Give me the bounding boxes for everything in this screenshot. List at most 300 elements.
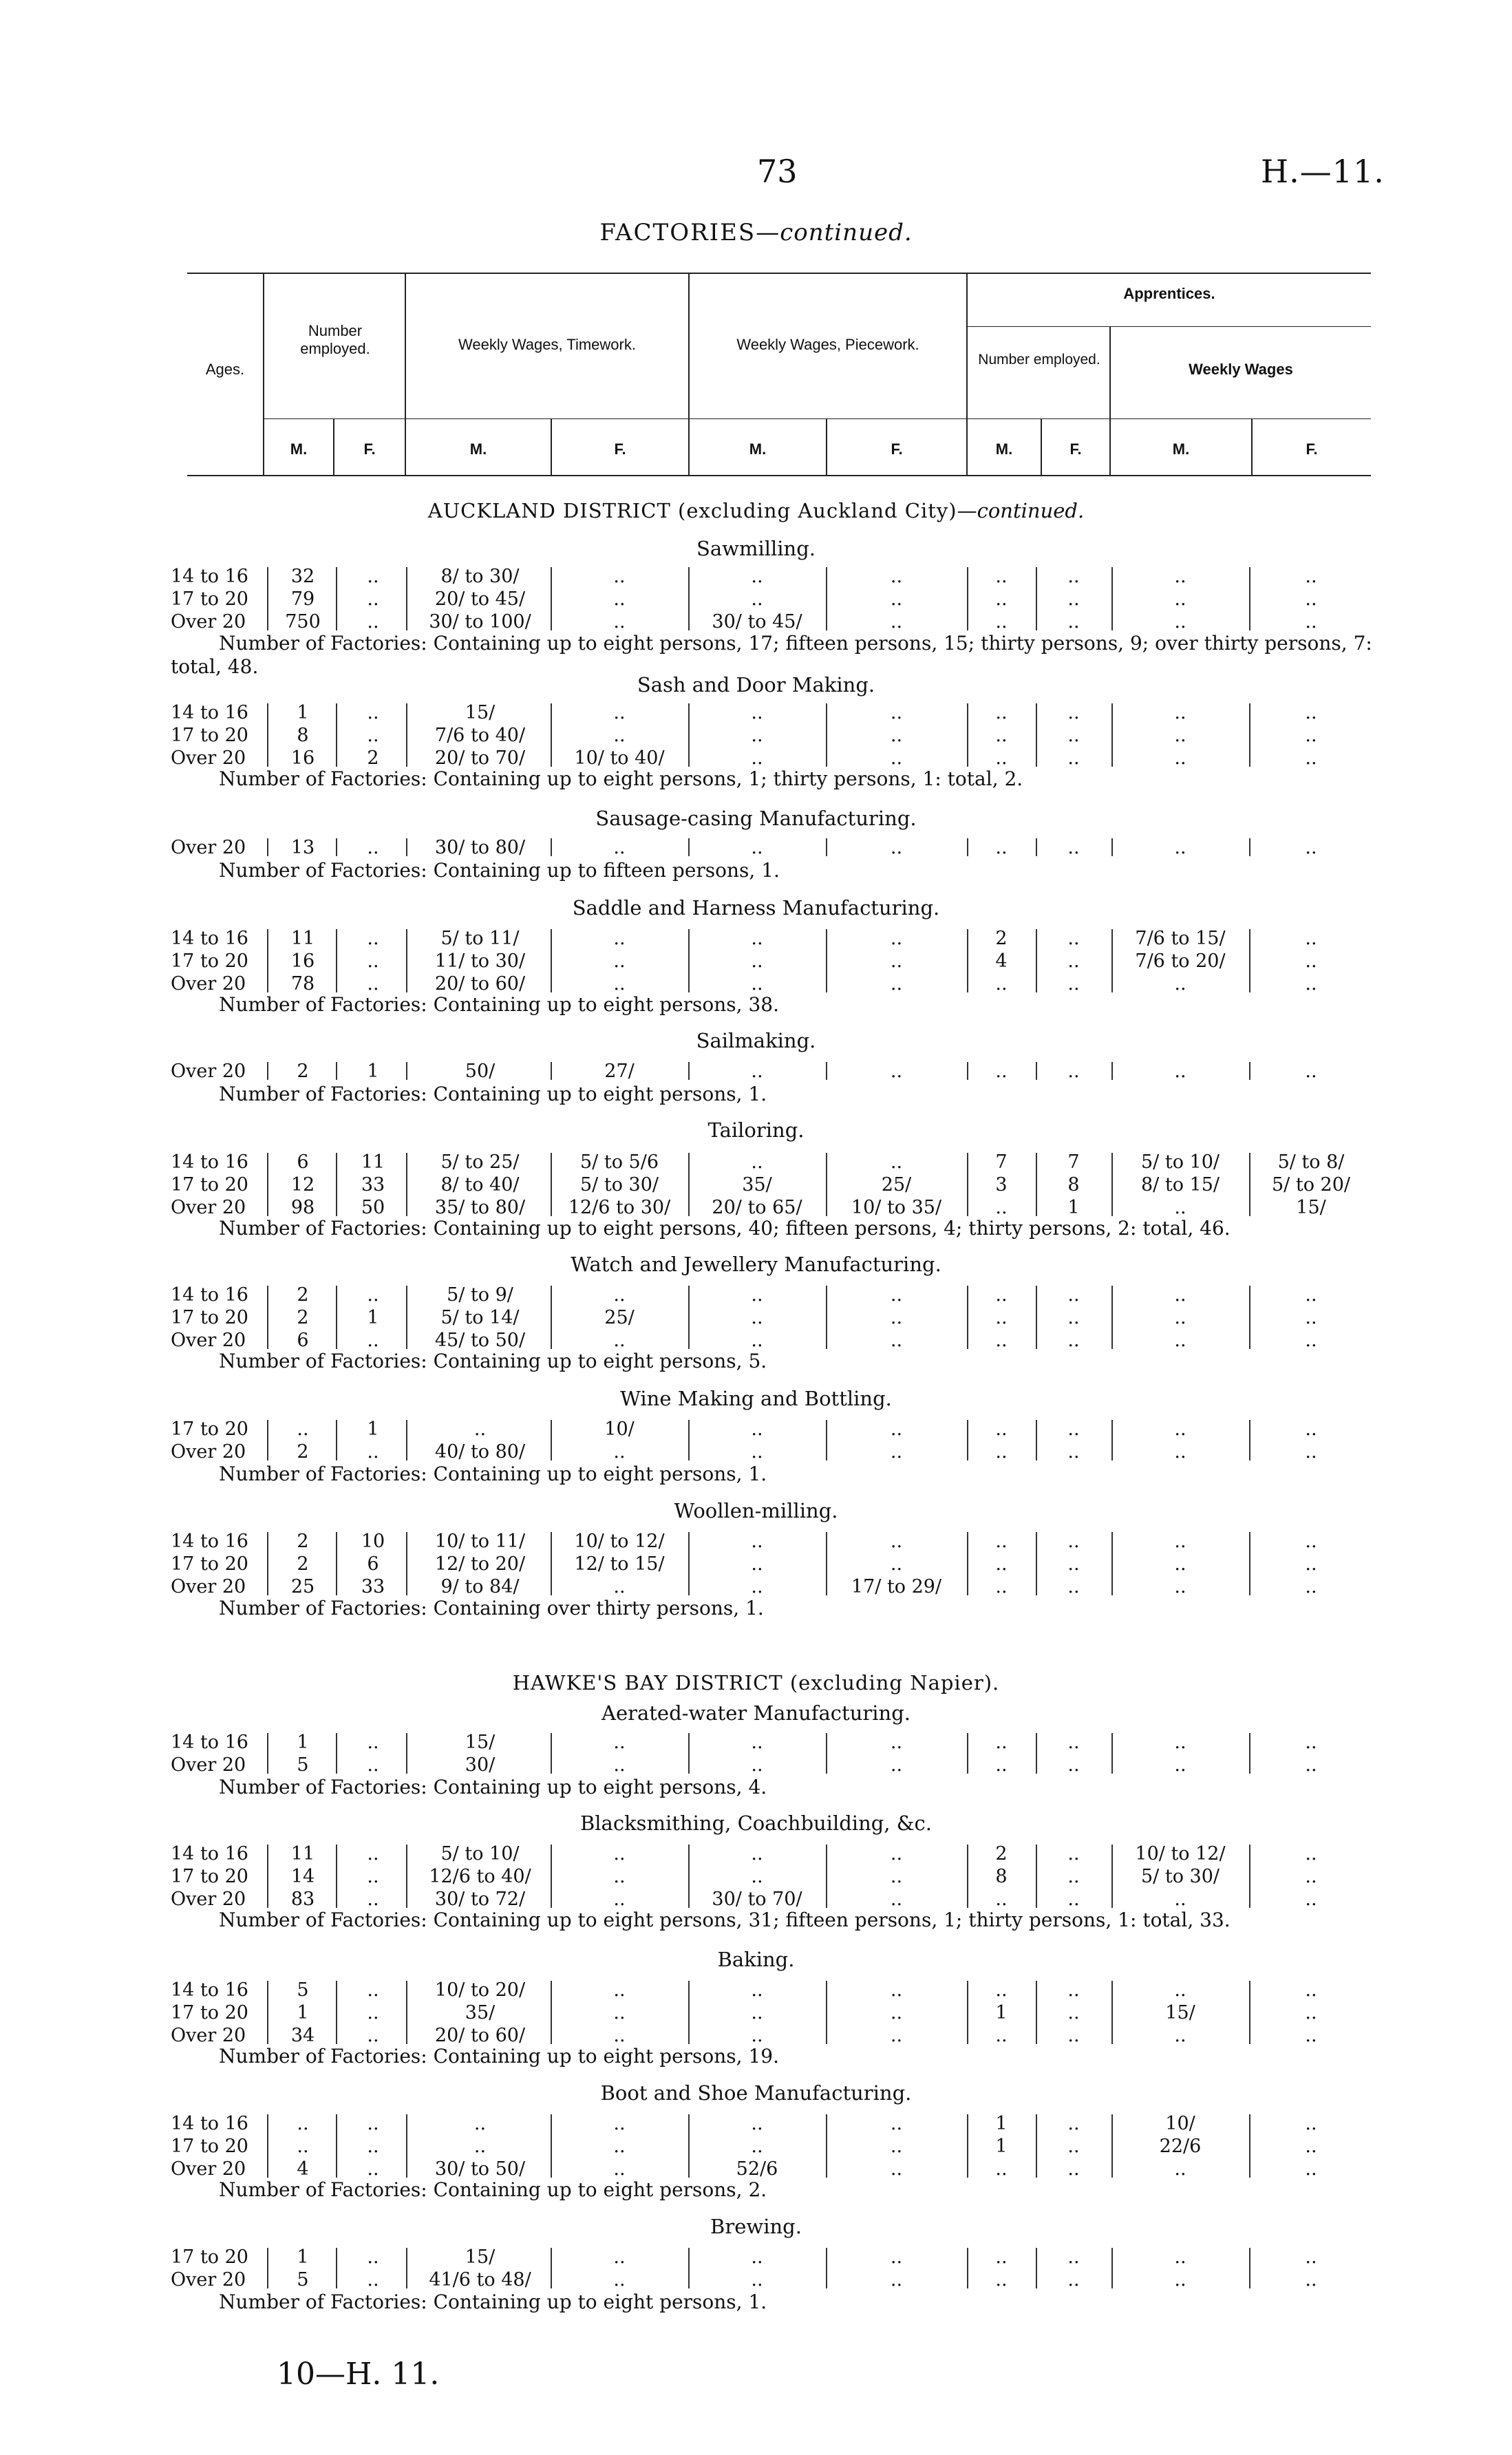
cell-timework-m: 11/ to 30/ xyxy=(434,950,526,972)
cell-apprentice-number-m: .. xyxy=(995,1418,1008,1440)
cell-number-employed-m: 34 xyxy=(290,2025,315,2046)
cell-age: Over 20 xyxy=(171,837,246,858)
cell-piecework-f: .. xyxy=(890,1330,903,1351)
cell-age: Over 20 xyxy=(171,611,246,633)
cell-piecework-f: .. xyxy=(890,747,903,769)
table-row xyxy=(0,1174,1512,1197)
factories-note-text: Number of Factories: Containing up to eight persons, 5. xyxy=(219,1350,767,1372)
table-row xyxy=(0,1061,1512,1083)
cell-piecework-f: .. xyxy=(890,1553,903,1575)
table-row xyxy=(0,588,1512,611)
cell-apprentice-number-f: .. xyxy=(1067,611,1080,633)
cell-number-employed-f: 6 xyxy=(367,1553,379,1575)
cell-piecework-f: 25/ xyxy=(881,1174,912,1195)
cell-timework-m: 40/ to 80/ xyxy=(434,1441,526,1463)
cell-apprentice-number-m: 1 xyxy=(995,2113,1008,2134)
cell-apprentice-wages-f: .. xyxy=(1305,1754,1317,1776)
cell-number-employed-m: 2 xyxy=(297,1307,309,1328)
table-row xyxy=(0,1576,1512,1599)
cell-timework-m: 45/ to 50/ xyxy=(434,1330,526,1351)
cell-apprentice-number-m: .. xyxy=(995,1889,1008,1910)
cell-number-employed-m: 1 xyxy=(297,1732,309,1753)
cell-timework-m: .. xyxy=(473,1418,487,1440)
header-f: F. xyxy=(1069,440,1082,458)
cell-timework-m: 30/ to 80/ xyxy=(434,837,526,858)
cell-number-employed-f: 1 xyxy=(367,1307,379,1328)
table-row xyxy=(0,928,1512,950)
industry-heading: Baking. xyxy=(717,1948,795,1971)
cell-timework-f: 10/ to 12/ xyxy=(574,1531,665,1552)
cell-apprentice-wages-f: .. xyxy=(1305,588,1317,610)
table-row xyxy=(0,1754,1512,1777)
cell-piecework-m: .. xyxy=(751,1576,763,1597)
industry-heading: Sailmaking. xyxy=(696,1029,816,1052)
cell-piecework-m: .. xyxy=(751,566,763,587)
cell-apprentice-number-f: .. xyxy=(1067,566,1080,587)
cell-number-employed-f: .. xyxy=(367,1330,379,1351)
cell-apprentice-wages-f: .. xyxy=(1305,2025,1317,2046)
cell-number-employed-m: 6 xyxy=(297,1330,309,1351)
cell-apprentice-number-f: .. xyxy=(1067,1576,1080,1597)
cell-age: 17 to 20 xyxy=(171,588,248,610)
cell-timework-f: .. xyxy=(613,725,626,746)
cell-number-employed-f: 2 xyxy=(367,747,379,769)
factories-note-text: Number of Factories: Containing up to eight persons, 1. xyxy=(219,2291,767,2313)
cell-number-employed-f: .. xyxy=(367,725,379,746)
table-row xyxy=(0,837,1512,860)
cell-apprentice-wages-m: 10/ xyxy=(1165,2113,1195,2134)
table-row xyxy=(0,611,1512,634)
cell-apprentice-wages-f: .. xyxy=(1305,2269,1317,2291)
cell-timework-f: .. xyxy=(613,2136,626,2157)
cell-age: Over 20 xyxy=(171,2025,246,2046)
factories-note-text: Number of Factories: Containing up to eight persons, 38. xyxy=(219,993,780,1016)
cell-apprentice-number-m: .. xyxy=(995,2246,1008,2268)
cell-apprentice-number-m: .. xyxy=(995,973,1008,995)
cell-number-employed-f: .. xyxy=(367,1866,379,1887)
industry-heading: Sawmilling. xyxy=(696,537,816,560)
cell-number-employed-m: 11 xyxy=(290,928,315,949)
factories-note-text: Number of Factories: Containing up to eight persons, 4. xyxy=(219,1776,767,1798)
cell-number-employed-m: 1 xyxy=(297,2002,309,2023)
industry-heading: Blacksmithing, Coachbuilding, &c. xyxy=(579,1811,933,1835)
cell-age: Over 20 xyxy=(171,1061,246,1082)
cell-apprentice-wages-f: .. xyxy=(1305,1307,1317,1328)
cell-number-employed-f: 50 xyxy=(361,1197,385,1218)
cell-number-employed-m: 16 xyxy=(290,747,315,769)
cell-timework-m: 35/ to 80/ xyxy=(434,1197,526,1218)
header-weekly-wages-piecework: Weekly Wages, Piecework. xyxy=(736,336,919,353)
header-appr-weekly-wages: Weekly Wages xyxy=(1189,361,1293,378)
cell-age: Over 20 xyxy=(171,2158,246,2180)
cell-apprentice-number-f: .. xyxy=(1067,1418,1080,1440)
cell-apprentice-wages-m: .. xyxy=(1174,1531,1186,1552)
cell-piecework-f: .. xyxy=(890,1889,903,1910)
cell-piecework-m: .. xyxy=(751,702,763,723)
cell-timework-m: 5/ to 11/ xyxy=(440,928,520,949)
cell-apprentice-number-f: .. xyxy=(1067,1061,1080,1082)
cell-apprentice-number-m: 7 xyxy=(995,1151,1008,1173)
factories-note xyxy=(171,1776,1382,1799)
cell-piecework-m: 30/ to 70/ xyxy=(712,1889,802,1910)
cell-piecework-f: .. xyxy=(890,837,903,858)
cell-age: Over 20 xyxy=(171,1754,246,1776)
cell-apprentice-wages-m: 7/6 to 20/ xyxy=(1135,950,1226,972)
district-name: AUCKLAND DISTRICT (excluding Auckland City) xyxy=(427,499,957,522)
cell-age: 17 to 20 xyxy=(171,2002,248,2023)
cell-timework-f: 25/ xyxy=(604,1307,635,1328)
cell-apprentice-number-m: 4 xyxy=(995,950,1008,972)
header-number-employed: Number employed. xyxy=(300,322,370,357)
cell-apprentice-wages-m: .. xyxy=(1174,1197,1186,1218)
cell-piecework-m: 30/ to 45/ xyxy=(712,611,802,633)
cell-apprentice-wages-f: .. xyxy=(1305,973,1317,995)
cell-apprentice-wages-f: .. xyxy=(1305,702,1317,723)
cell-age: 14 to 16 xyxy=(171,2113,248,2134)
cell-timework-f: .. xyxy=(613,1754,626,1776)
cell-piecework-f: .. xyxy=(890,973,903,995)
factories-note xyxy=(171,1597,1382,1620)
cell-timework-f: 5/ to 30/ xyxy=(580,1174,659,1195)
cell-apprentice-wages-m: 7/6 to 15/ xyxy=(1135,928,1226,949)
district-suffix: —continued. xyxy=(957,499,1085,522)
cell-piecework-m: .. xyxy=(751,1732,763,1753)
cell-timework-m: 20/ to 60/ xyxy=(434,973,526,995)
cell-piecework-m: .. xyxy=(751,1284,763,1306)
cell-piecework-f: .. xyxy=(890,1531,903,1552)
cell-apprentice-wages-m: .. xyxy=(1174,837,1186,858)
cell-piecework-f: .. xyxy=(890,1866,903,1887)
cell-apprentice-wages-f: .. xyxy=(1305,1441,1317,1463)
cell-apprentice-number-f: .. xyxy=(1067,2113,1080,2134)
cell-timework-m: 30/ xyxy=(465,1754,496,1776)
cell-number-employed-f: .. xyxy=(367,1732,379,1753)
cell-apprentice-number-f: .. xyxy=(1067,2269,1080,2291)
cell-apprentice-wages-f: .. xyxy=(1305,2002,1317,2023)
district-heading xyxy=(0,1671,1512,1694)
cell-apprentice-wages-m: .. xyxy=(1174,1061,1186,1082)
cell-age: Over 20 xyxy=(171,973,246,995)
table-row xyxy=(0,2002,1512,2025)
cell-timework-f: .. xyxy=(613,2158,626,2180)
cell-timework-m: 15/ xyxy=(465,1732,496,1753)
cell-apprentice-number-f: .. xyxy=(1067,588,1080,610)
table-row xyxy=(0,1979,1512,2002)
cell-apprentice-number-f: .. xyxy=(1067,928,1080,949)
cell-piecework-m: .. xyxy=(751,1553,763,1575)
cell-number-employed-f: .. xyxy=(367,1754,379,1776)
cell-timework-m: 10/ to 20/ xyxy=(434,1979,526,2001)
cell-number-employed-m: 6 xyxy=(297,1151,309,1173)
cell-age: 17 to 20 xyxy=(171,1418,248,1440)
cell-apprentice-number-f: .. xyxy=(1067,1866,1080,1887)
cell-apprentice-wages-m: .. xyxy=(1174,1284,1186,1306)
cell-piecework-m: .. xyxy=(751,1418,763,1440)
cell-apprentice-number-m: 1 xyxy=(995,2002,1008,2023)
header-appr-number-employed: Number employed. xyxy=(978,352,1100,368)
cell-number-employed-m: 5 xyxy=(297,1754,309,1776)
cell-apprentice-wages-f: .. xyxy=(1305,747,1317,769)
cell-apprentice-wages-m: .. xyxy=(1174,1979,1186,2001)
cell-apprentice-number-m: .. xyxy=(995,2158,1008,2180)
cell-number-employed-m: 32 xyxy=(290,566,315,587)
header-f: F. xyxy=(363,440,376,458)
factories-note-text: Number of Factories: Containing up to eight persons, 40; fifteen persons, 4; thirty persons, 2: total, 46. xyxy=(219,1217,1231,1240)
cell-apprentice-number-m: .. xyxy=(995,1197,1008,1218)
table-row xyxy=(0,2113,1512,2136)
cell-piecework-f: .. xyxy=(890,1418,903,1440)
cell-timework-f: .. xyxy=(613,2246,626,2268)
cell-piecework-f: .. xyxy=(890,2025,903,2046)
cell-piecework-f: .. xyxy=(890,1284,903,1306)
cell-piecework-m: .. xyxy=(751,2113,763,2134)
cell-piecework-f: .. xyxy=(890,1151,903,1173)
cell-apprentice-number-f: .. xyxy=(1067,1284,1080,1306)
industry-heading: Saddle and Harness Manufacturing. xyxy=(572,896,940,920)
cell-timework-f: .. xyxy=(613,2025,626,2046)
cell-piecework-m: .. xyxy=(751,1151,763,1173)
cell-apprentice-number-m: .. xyxy=(995,1754,1008,1776)
factories-note-text: Number of Factories: Containing up to eight persons, 31; fifteen persons, 1; thirty persons, 1: total, 33. xyxy=(219,1909,1231,1931)
cell-piecework-f: .. xyxy=(890,1754,903,1776)
cell-apprentice-number-m: .. xyxy=(995,2025,1008,2046)
cell-timework-f: .. xyxy=(613,702,626,723)
cell-apprentice-wages-m: .. xyxy=(1174,725,1186,746)
cell-number-employed-f: 1 xyxy=(367,1418,379,1440)
cell-number-employed-f: .. xyxy=(367,950,379,972)
cell-number-employed-m: 78 xyxy=(290,973,315,995)
cell-timework-f: .. xyxy=(613,1441,626,1463)
cell-apprentice-number-f: .. xyxy=(1067,1531,1080,1552)
cell-apprentice-number-f: .. xyxy=(1067,1330,1080,1351)
cell-apprentice-number-m: 3 xyxy=(995,1174,1008,1195)
cell-number-employed-m: 79 xyxy=(290,588,315,610)
cell-timework-m: .. xyxy=(473,2113,487,2134)
cell-number-employed-m: 5 xyxy=(297,1979,309,2001)
cell-number-employed-f: .. xyxy=(367,588,379,610)
cell-apprentice-wages-f: .. xyxy=(1305,566,1317,587)
cell-apprentice-wages-f: .. xyxy=(1305,1889,1317,1910)
cell-apprentice-number-m: .. xyxy=(995,2269,1008,2291)
cell-apprentice-wages-f: 15/ xyxy=(1296,1197,1326,1218)
cell-apprentice-wages-m: .. xyxy=(1174,1576,1186,1597)
cell-apprentice-wages-f: .. xyxy=(1305,2158,1317,2180)
cell-timework-m: 12/6 to 40/ xyxy=(429,1866,531,1887)
cell-age: Over 20 xyxy=(171,1441,246,1463)
cell-timework-f: .. xyxy=(613,837,626,858)
cell-timework-m: 8/ to 30/ xyxy=(440,566,520,587)
cell-timework-f: .. xyxy=(613,1979,626,2001)
cell-timework-m: 12/ to 20/ xyxy=(434,1553,526,1575)
cell-timework-f: .. xyxy=(613,1889,626,1910)
cell-age: 14 to 16 xyxy=(171,928,248,949)
cell-apprentice-number-m: .. xyxy=(995,1061,1008,1082)
cell-apprentice-wages-m: .. xyxy=(1174,1307,1186,1328)
cell-number-employed-f: .. xyxy=(367,928,379,949)
cell-piecework-f: .. xyxy=(890,1732,903,1753)
cell-number-employed-m: 16 xyxy=(290,950,315,972)
cell-apprentice-wages-f: .. xyxy=(1305,1553,1317,1575)
cell-piecework-f: .. xyxy=(890,928,903,949)
cell-number-employed-m: 1 xyxy=(297,702,309,723)
cell-timework-f: .. xyxy=(613,973,626,995)
cell-timework-f: 27/ xyxy=(604,1061,635,1082)
industry-heading: Boot and Shoe Manufacturing. xyxy=(600,2081,912,2105)
cell-apprentice-wages-m: .. xyxy=(1174,566,1186,587)
cell-apprentice-number-f: .. xyxy=(1067,747,1080,769)
cell-number-employed-m: 2 xyxy=(297,1441,309,1463)
cell-number-employed-f: .. xyxy=(367,2025,379,2046)
header-f: F. xyxy=(614,440,626,458)
cell-apprentice-wages-m: .. xyxy=(1174,2025,1186,2046)
cell-piecework-m: .. xyxy=(751,747,763,769)
cell-timework-m: 5/ to 14/ xyxy=(440,1307,520,1328)
cell-number-employed-f: .. xyxy=(367,2136,379,2157)
cell-piecework-f: .. xyxy=(890,2246,903,2268)
cell-number-employed-f: .. xyxy=(367,702,379,723)
cell-apprentice-wages-m: .. xyxy=(1174,1418,1186,1440)
cell-age: Over 20 xyxy=(171,747,246,769)
cell-number-employed-m: 13 xyxy=(290,837,315,858)
cell-apprentice-number-f: .. xyxy=(1067,2158,1080,2180)
cell-apprentice-number-f: .. xyxy=(1067,1979,1080,2001)
cell-timework-m: 20/ to 45/ xyxy=(434,588,526,610)
factories-note xyxy=(171,1463,1382,1486)
cell-number-employed-f: .. xyxy=(367,973,379,995)
cell-age: 17 to 20 xyxy=(171,1307,248,1328)
cell-apprentice-wages-m: .. xyxy=(1174,1553,1186,1575)
table-row xyxy=(0,1843,1512,1866)
cell-piecework-m: .. xyxy=(751,2136,763,2157)
cell-timework-f: .. xyxy=(613,950,626,972)
cell-apprentice-number-f: .. xyxy=(1067,1732,1080,1753)
factories-note-text: Number of Factories: Containing up to fifteen persons, 1. xyxy=(219,859,780,882)
cell-piecework-f: .. xyxy=(890,2269,903,2291)
cell-apprentice-wages-f: .. xyxy=(1305,1330,1317,1351)
header-apprentices: Apprentices. xyxy=(1123,285,1215,302)
title-main: FACTORIES xyxy=(599,219,756,246)
header-f: F. xyxy=(891,440,903,458)
cell-apprentice-number-m: .. xyxy=(995,702,1008,723)
cell-number-employed-m: .. xyxy=(297,2136,309,2157)
header-m: M. xyxy=(290,440,308,458)
factories-note xyxy=(171,1083,1382,1106)
cell-number-employed-f: .. xyxy=(367,1979,379,2001)
cell-piecework-m: .. xyxy=(751,725,763,746)
cell-piecework-f: .. xyxy=(890,1307,903,1328)
cell-piecework-m: .. xyxy=(751,1866,763,1887)
cell-number-employed-m: 4 xyxy=(297,2158,309,2180)
cell-apprentice-wages-m: .. xyxy=(1174,2158,1186,2180)
cell-age: Over 20 xyxy=(171,1197,246,1218)
cell-apprentice-wages-f: .. xyxy=(1305,2246,1317,2268)
cell-number-employed-m: 11 xyxy=(290,1843,315,1864)
factories-note xyxy=(171,2178,1382,2202)
cell-apprentice-number-m: .. xyxy=(995,1531,1008,1552)
factories-note-text: Number of Factories: Containing up to eight persons, 2. xyxy=(219,2178,767,2201)
cell-age: 14 to 16 xyxy=(171,1151,248,1173)
cell-piecework-m: .. xyxy=(751,588,763,610)
cell-apprentice-number-m: 2 xyxy=(995,1843,1008,1864)
cell-apprentice-wages-m: 10/ to 12/ xyxy=(1135,1843,1226,1864)
cell-timework-m: 30/ to 50/ xyxy=(434,2158,526,2180)
table-row xyxy=(0,725,1512,747)
cell-apprentice-wages-f: 5/ to 8/ xyxy=(1277,1151,1345,1173)
cell-age: 17 to 20 xyxy=(171,1174,248,1195)
cell-age: 17 to 20 xyxy=(171,725,248,746)
cell-apprentice-number-f: .. xyxy=(1067,1553,1080,1575)
cell-timework-m: 15/ xyxy=(465,702,496,723)
cell-age: 17 to 20 xyxy=(171,950,248,972)
cell-apprentice-number-f: 8 xyxy=(1067,1174,1080,1195)
header-ages: Ages. xyxy=(205,361,245,378)
table-row xyxy=(0,2136,1512,2158)
cell-apprentice-wages-m: .. xyxy=(1174,702,1186,723)
cell-piecework-m: .. xyxy=(751,1061,763,1082)
cell-piecework-m: .. xyxy=(751,1441,763,1463)
cell-age: 14 to 16 xyxy=(171,1843,248,1864)
cell-timework-f: 12/6 to 30/ xyxy=(568,1197,671,1218)
cell-piecework-f: .. xyxy=(890,1061,903,1082)
cell-timework-m: 5/ to 25/ xyxy=(440,1151,520,1173)
cell-apprentice-number-m: .. xyxy=(995,837,1008,858)
cell-apprentice-number-m: .. xyxy=(995,1576,1008,1597)
cell-piecework-f: .. xyxy=(890,2136,903,2157)
cell-apprentice-wages-f: .. xyxy=(1305,1843,1317,1864)
cell-apprentice-number-f: .. xyxy=(1067,702,1080,723)
header-weekly-wages-timework: Weekly Wages, Timework. xyxy=(458,336,636,353)
cell-timework-f: .. xyxy=(613,1284,626,1306)
cell-apprentice-wages-m: .. xyxy=(1174,747,1186,769)
cell-number-employed-f: 11 xyxy=(361,1151,385,1173)
cell-apprentice-wages-f: .. xyxy=(1305,725,1317,746)
cell-timework-f: 5/ to 5/6 xyxy=(580,1151,659,1173)
cell-timework-m: 30/ to 72/ xyxy=(434,1889,526,1910)
cell-apprentice-wages-f: .. xyxy=(1305,928,1317,949)
cell-number-employed-f: .. xyxy=(367,611,379,633)
cell-number-employed-m: .. xyxy=(297,2113,309,2134)
cell-piecework-m: .. xyxy=(751,973,763,995)
cell-apprentice-number-f: .. xyxy=(1067,973,1080,995)
cell-piecework-m: .. xyxy=(751,1979,763,2001)
cell-age: 17 to 20 xyxy=(171,1553,248,1575)
cell-apprentice-wages-m: .. xyxy=(1174,2269,1186,2291)
cell-apprentice-number-m: .. xyxy=(995,1307,1008,1328)
cell-apprentice-wages-f: .. xyxy=(1305,1284,1317,1306)
cell-timework-m: .. xyxy=(473,2136,487,2157)
cell-apprentice-number-f: .. xyxy=(1067,950,1080,972)
cell-piecework-f: 10/ to 35/ xyxy=(851,1197,942,1218)
cell-timework-f: .. xyxy=(613,1866,626,1887)
cell-apprentice-number-m: .. xyxy=(995,1330,1008,1351)
factories-note-text: Number of Factories: Containing up to eight persons, 19. xyxy=(219,2045,780,2068)
cell-apprentice-wages-f: .. xyxy=(1305,1732,1317,1753)
cell-timework-f: .. xyxy=(613,1732,626,1753)
cell-timework-f: .. xyxy=(613,1330,626,1351)
cell-apprentice-wages-m: 22/6 xyxy=(1159,2136,1202,2157)
cell-piecework-f: .. xyxy=(890,611,903,633)
cell-piecework-f: .. xyxy=(890,1441,903,1463)
cell-apprentice-number-f: .. xyxy=(1067,2246,1080,2268)
factories-note-text: Number of Factories: Containing up to eight persons, 1. xyxy=(219,1083,767,1105)
factories-note-text: Number of Factories: Containing up to eight persons, 1; thirty persons, 1: total, 2. xyxy=(219,767,1023,790)
cell-number-employed-f: 33 xyxy=(361,1174,385,1195)
cell-timework-m: 20/ to 60/ xyxy=(434,2025,526,2046)
cell-timework-m: 7/6 to 40/ xyxy=(434,725,526,746)
cell-apprentice-wages-m: .. xyxy=(1174,1732,1186,1753)
industry-heading: Aerated-water Manufacturing. xyxy=(601,1701,911,1725)
cell-apprentice-wages-m: .. xyxy=(1174,588,1186,610)
